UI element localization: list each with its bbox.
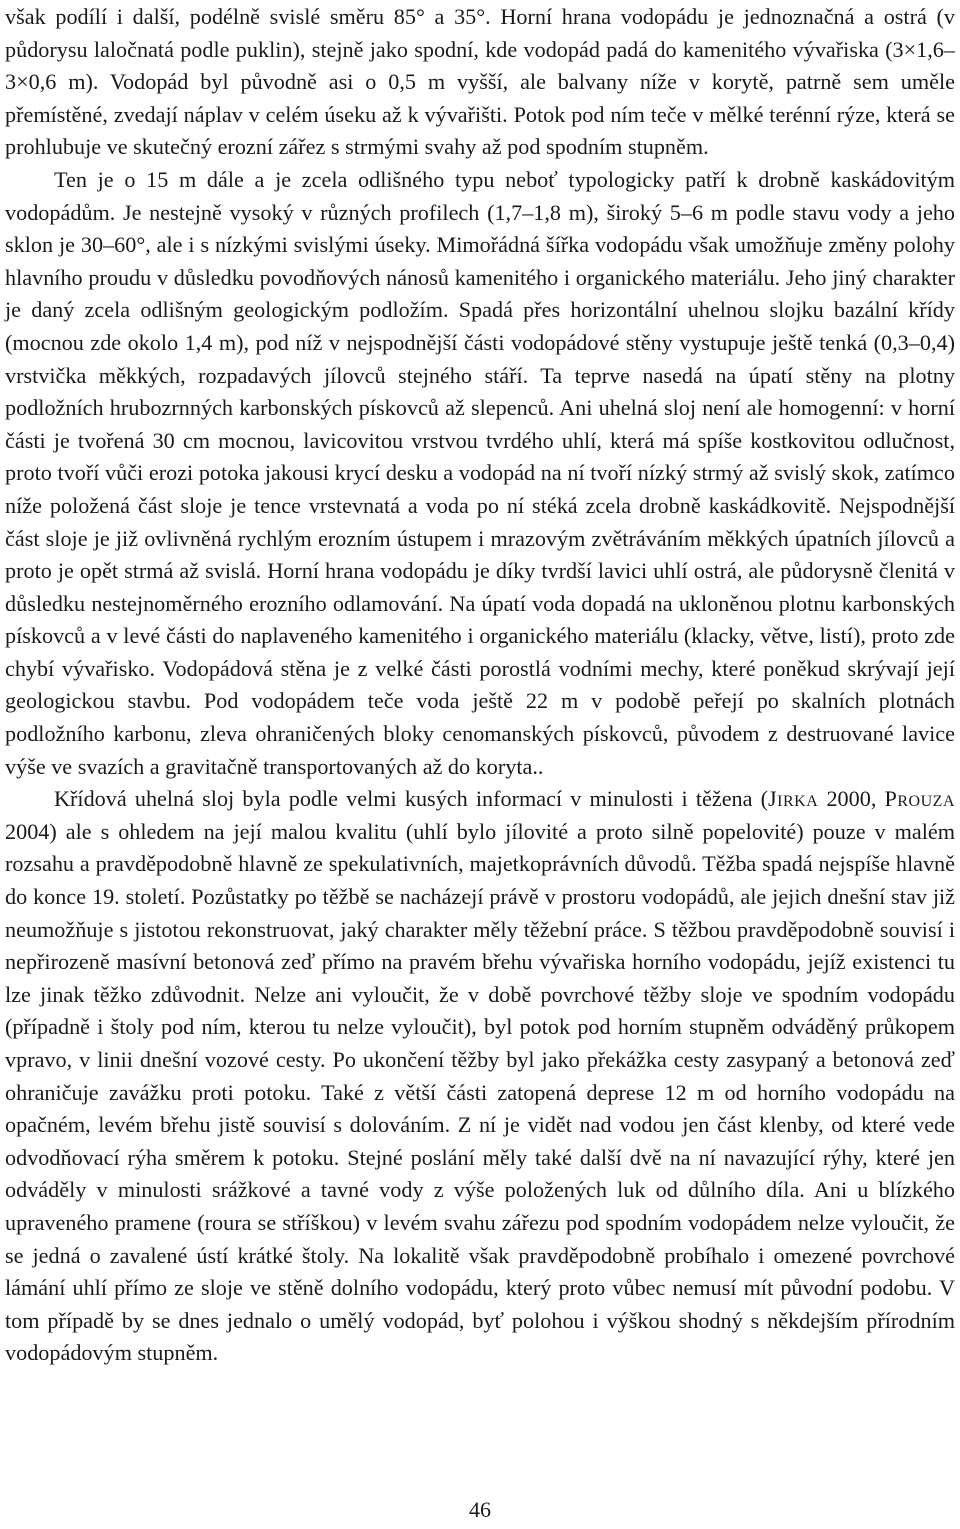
paragraph-p3 — [5, 783, 955, 1370]
page-number: 46 — [469, 1497, 491, 1522]
paragraph-text: však podílí i další, podélně svislé směru 85° a 35°. Horní hrana vodopádu je jednoznačná a ostrá (v půdorysu laločnatá podle puklin), stejně jako spodní, kde vodopád padá do kamenitého vývařiska (3×1,6–3×0,6 m). Vodopád byl původně asi o 0,5 m vyšší, ale balvany níže v korytě, patrně sem uměle přemístěné, zvedají náplav v celém úseku až k vývařišti. Potok pod ním teče v mělké terénní rýze, která se prohlubuje ve skutečný erozní zářez s strmými svahy až pod spodním stupněm. — [5, 4, 955, 160]
document-page — [5, 0, 955, 1529]
paragraph-p2 — [5, 164, 955, 783]
paragraph-text: 2004) ale s ohledem na její malou kvalitu (uhlí bylo jílovité a proto silně popelovité) pouze v malém rozsahu a pravděpodobně hlavně ze spekulativních, majetkoprávních důvodů. Těžba spadá nejspíše hlavně do konce 19. století. Pozůstatky po těžbě se nacházejí právě v prostoru vodopádů, ale jejich dnešní stav již neumožňuje s jistotou rekonstruovat, jaký charakter měly těžební práce. S těžbou pravděpodobně souvisí i nepřirozeně masívní betonová zeď přímo na pravém břehu vývařiska horního vodopádu, jejíž existenci tu lze jinak těžko zdůvodnit. Nelze ani vyloučit, že v době povrchové těžby sloje ve spodním vodopádu (případně i štoly pod ním, kterou tu nelze vyloučit), byl potok pod horním stupněm odváděný průkopem vpravo, v linii dnešní vozové cesty. Po ukončení těžby byl jako překážka cesty zasypaný a betonová zeď ohraničuje zavážku proti potoku. Také z větší části zatopená deprese 12 m od horního vodopádu na opačném, levém břehu jistě souvisí s dolováním. Z ní je vidět nad vodou jen část klenby, od které vede odvodňovací rýha směrem k potoku. Stejné poslání měly také další dvě na ní navazující rýhy, které jen odváděly v minulosti srážkové a tavné vody z výše položených luk od důlního díla. Ani u blízkého upraveného pramene (roura se stříškou) v levém svahu zářezu pod spodním vodopádem nelze vyloučit, že se jedná o zavalené ústí krátké štoly. Na lokalitě však pravděpodobně probíhalo i omezené povrchové lámání uhlí přímo ze sloje ve stěně dolního vodopádu, který proto vůbec nemusí mít původní podobu. V tom případě by se dnes jednalo o umělý vodopád, byť polohou i výškou shodný s někdejším přírodním vodopádovým stupněm. — [5, 818, 955, 1366]
citation-author: Jirka — [768, 786, 819, 812]
paragraph-text: Ten je o 15 m dále a je zcela odlišného typu neboť typologicky patří k drobně kaskádovitým vodopádům. Je nestejně vysoký v různých profilech (1,7–1,8 m), široký 5–6 m podle stavu vody a jeho sklon je 30–60°, ale i s nízkými svislými úseky. Mimořádná šířka vodopádu však umožňuje změny polohy hlavního proudu v důsledku povodňových nánosů kamenitého i organického materiálu. Jeho jiný charakter je daný zcela odlišným geologickým podložím. Spadá přes horizontální uhelnou slojku bazální křídy (mocnou zde okolo 1,4 m), pod níž v nejspodnější části vodopádové stěny vystupuje ještě tenká (0,3–0,4) vrstvička měkkých, rozpadavých jílovců stejného stáří. Ta teprve nasedá na úpatí stěny na plotny podložních hrubozrnných karbonských pískovců až slepenců. Ani uhelná sloj není ale homogenní: v horní části je tvořená 30 cm mocnou, lavicovitou vrstvou tvrdého uhlí, která má spíše kostkovitou odlučnost, proto tvoří vůči erozi potoka jakousi krycí desku a vodopád na ní tvoří nízký strmý až svislý skok, zatímco níže položená část sloje je tence vrstevnatá a voda po ní stéká zcela drobně kaskádkovitě. Nejspodnější část sloje je již ovlivněná rychlým erozním ústupem i mrazovým zvětráváním měkkých úpatních jílovců a proto je opět strmá až svislá. Horní hrana vodopádu je díky tvrdší lavici uhlí ostrá, ale půdorysně členitá v důsledku nestejnoměrného erozního odlamování. Na úpatí voda dopadá na ukloněnou plotnu karbonských pískovců a v levé části do naplaveného kamenitého i organického materiálu (klacky, větve, listí), proto zde chybí vývařisko. Vodopádová stěna je z velké části porostlá vodními mechy, které poněkud skrývají její geologickou stavbu. Pod vodopádem teče voda ještě 22 m v podobě peřejí po skalních plotnách podložního karbonu, zleva ohraničených bloky cenomanských pískovců, původem z destruované lavice výše ve svazích a gravitačně transportovaných až do koryta.. — [5, 166, 955, 779]
paragraph-text: 2000, — [818, 786, 885, 812]
paragraph-text: Křídová uhelná sloj byla podle velmi kusých informací v minulosti i těžena ( — [54, 786, 769, 812]
body-text — [5, 0, 955, 1370]
paragraph-p1 — [5, 1, 955, 164]
citation-author: Prouza — [884, 786, 955, 812]
